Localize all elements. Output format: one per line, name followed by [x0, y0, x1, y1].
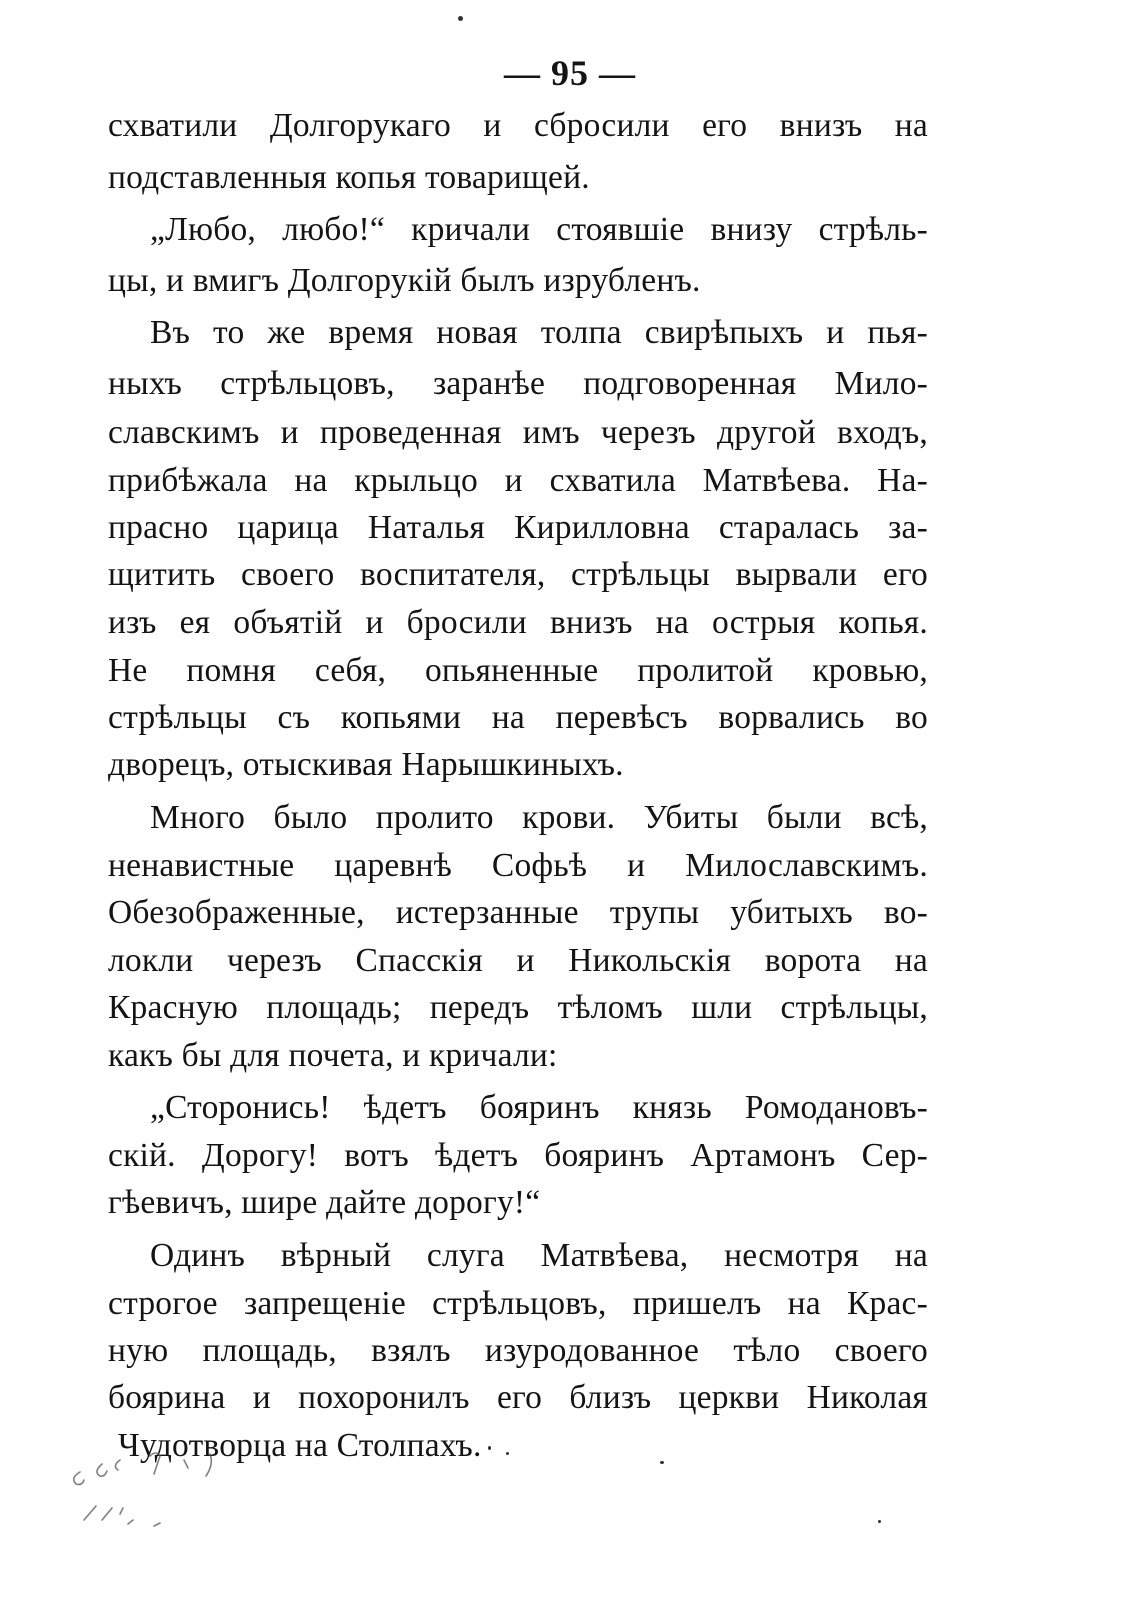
text-line: строгое запрещеніе стрѣльцовъ, пришелъ на Крас-: [108, 1285, 928, 1322]
text-line: локли черезъ Спасскія и Никольскія ворота на: [108, 942, 928, 979]
text-line: подставленныя копья товарищей.: [108, 159, 590, 196]
text-line: какъ бы для почета, и кричали:: [108, 1037, 558, 1074]
ink-speck: [660, 1461, 664, 1464]
text-line: „Сторонись! ѣдетъ бояринъ князь Ромодановъ-: [150, 1089, 928, 1126]
text-line: Одинъ вѣрный слуга Матвѣева, несмотря на: [150, 1237, 928, 1274]
ink-speck: [878, 1520, 881, 1523]
text-line: Чудотворца на Столпахъ.: [118, 1427, 482, 1464]
text-line: ненавистные царевнѣ Софьѣ и Милославскимъ.: [108, 847, 928, 884]
text-line: славскимъ и проведенная имъ черезъ другой входъ,: [108, 414, 928, 451]
text-line: цы, и вмигъ Долгорукій былъ изрубленъ.: [108, 262, 701, 299]
pencil-marks: [58, 1450, 288, 1570]
text-line: изъ ея объятій и бросили внизъ на острыя копья.: [108, 604, 928, 641]
text-line: ныхъ стрѣльцовъ, заранѣе подговоренная Мило-: [108, 365, 928, 402]
ink-speck: [488, 1446, 491, 1450]
text-line: прибѣжала на крыльцо и схватила Матвѣева. На-: [108, 462, 928, 499]
text-line: Красную площадь; передъ тѣломъ шли стрѣльцы,: [108, 989, 928, 1026]
ink-speck: [506, 1452, 509, 1455]
text-line: гѣевичъ, шире дайте дорогу!“: [108, 1184, 541, 1221]
text-line: щитить своего воспитателя, стрѣльцы вырвали его: [108, 556, 928, 593]
text-line: боярина и похоронилъ его близъ церкви Николая: [108, 1379, 928, 1416]
text-line: прасно царица Наталья Кирилловна старалась за-: [108, 509, 928, 546]
text-line: Не помня себя, опьяненные пролитой кровью,: [108, 652, 928, 689]
text-line: скій. Дорогу! вотъ ѣдетъ бояринъ Артамонъ Сер-: [108, 1137, 928, 1174]
text-line: Много было пролито крови. Убиты были всѣ,: [150, 799, 928, 836]
text-line: Обезображенные, истерзанные трупы убитыхъ во-: [108, 894, 928, 931]
text-line: дворецъ, отыскивая Нарышкиныхъ.: [108, 746, 624, 783]
text-line: схватили Долгорукаго и сбросили его внизъ на: [108, 107, 928, 144]
text-line: стрѣльцы съ копьями на перевѣсъ ворвались во: [108, 699, 928, 736]
text-line: „Любо, любо!“ кричали стоявшіе внизу стрѣль-: [150, 211, 928, 248]
text-line: Въ то же время новая толпа свирѣпыхъ и пья-: [150, 314, 928, 351]
ink-speck: [458, 16, 463, 21]
page-number: — 95 —: [504, 53, 636, 93]
text-line: ную площадь, взялъ изуродованное тѣло своего: [108, 1332, 928, 1369]
